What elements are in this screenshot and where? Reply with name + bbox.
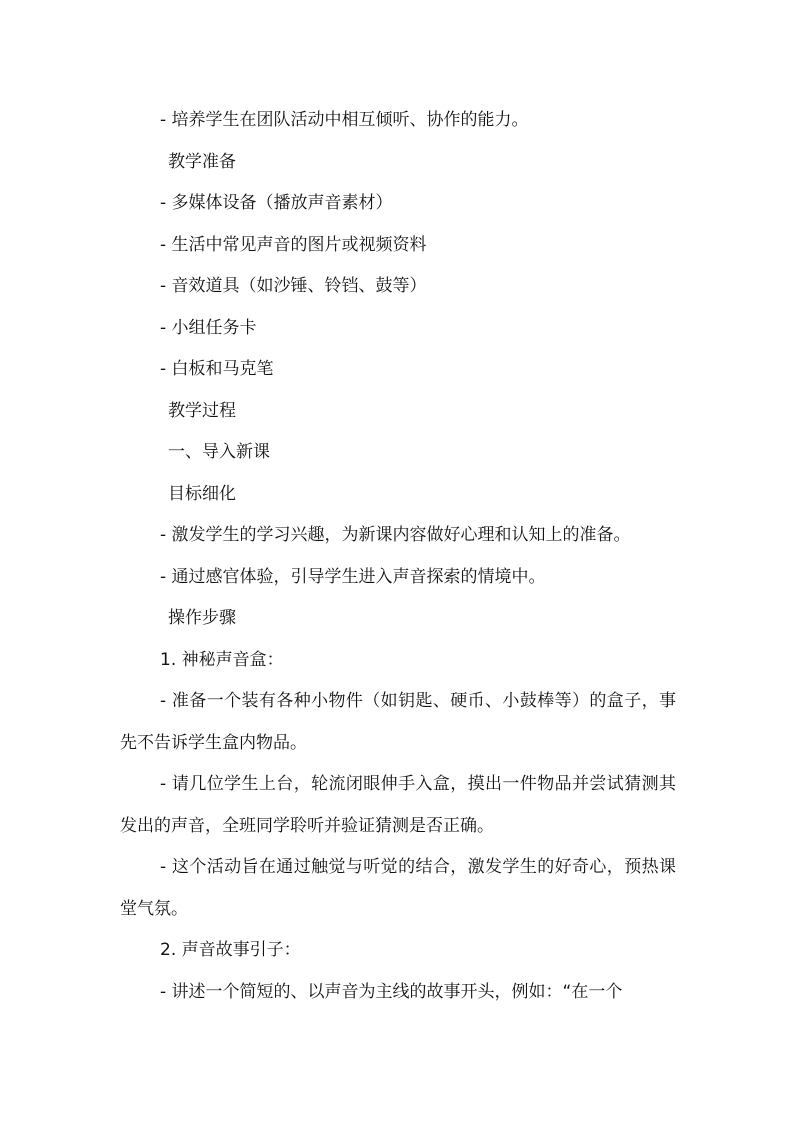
document-body [120,100,676,1013]
section-heading: 教学准备 [168,151,236,172]
bullet-item: - 培养学生在团队活动中相互倾听、协作的能力。 [160,110,529,130]
step-title: 1. 神秘声音盒： [160,649,284,670]
section-heading: 教学过程 [168,400,236,421]
bullet-item: - 生活中常见声音的图片或视频资料 [160,234,427,255]
bullet-item: - 激发学生的学习兴趣，为新课内容做好心理和认知上的准备。 [160,525,631,545]
step-title: 2. 声音故事引子： [160,940,301,960]
bullet-item: - 白板和马克笔 [160,359,274,379]
bullet-item: - 多媒体设备（播放声音素材） [160,193,393,213]
paragraph: - 请几位学生上台，轮流闭眼伸手入盒，摸出一件物品并尝试猜测其发出的声音，全班同学聆听并验证猜测是否正确。 [120,774,676,836]
paragraph: - 这个活动旨在通过触觉与听觉的结合，激发学生的好奇心，预热课堂气氛。 [120,857,676,919]
bullet-item: - 小组任务卡 [160,317,257,338]
bullet-item: - 讲述一个简短的、以声音为主线的故事开头，例如：“在一个 [160,981,623,1002]
section-heading: 一、导入新课 [168,442,270,462]
section-heading: 操作步骤 [168,608,236,628]
paragraph: - 准备一个装有各种小物件（如钥匙、硬币、小鼓棒等）的盒子，事先不告诉学生盒内物品。 [120,691,676,753]
bullet-item: - 通过感官体验，引导学生进入声音探索的情境中。 [160,566,546,587]
section-heading: 目标细化 [168,483,236,504]
bullet-item: - 音效道具（如沙锤、铃铛、鼓等） [160,276,427,296]
